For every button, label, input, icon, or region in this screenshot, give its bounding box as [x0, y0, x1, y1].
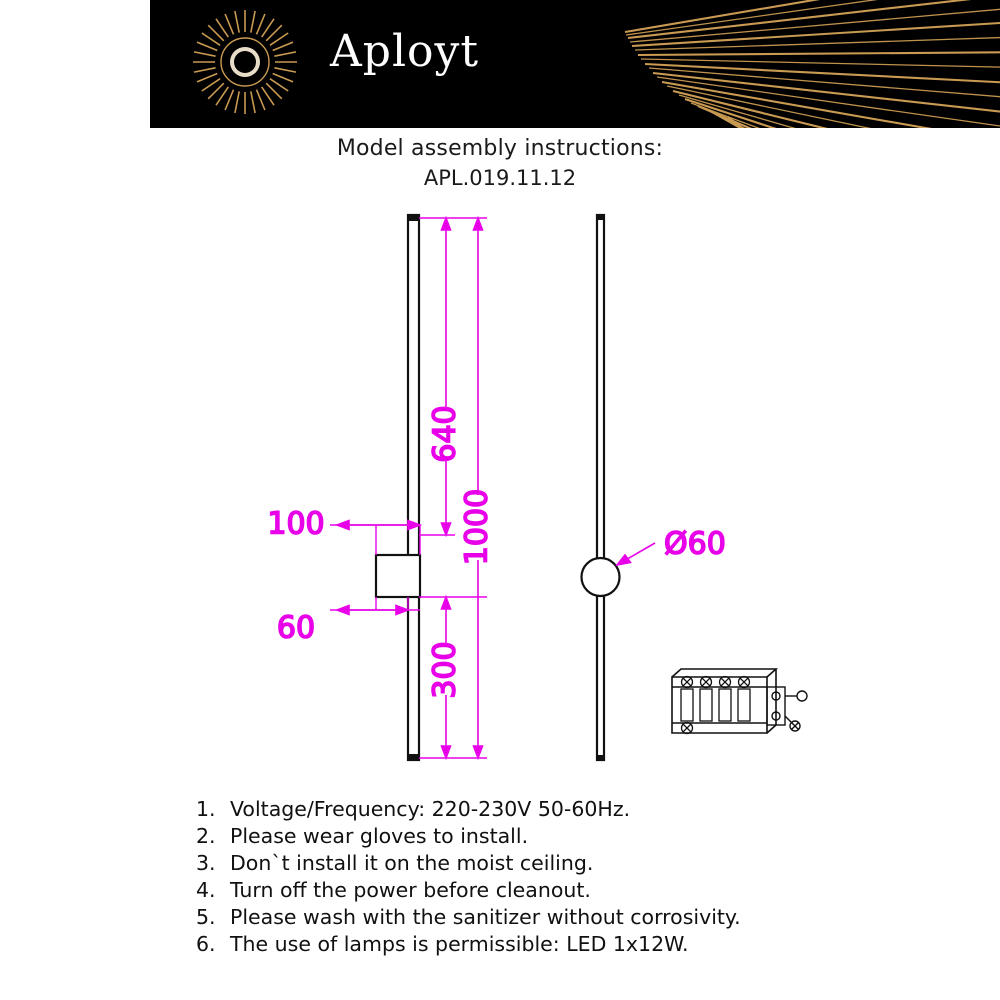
list-item: [196, 877, 956, 904]
note-number: 3.: [196, 851, 216, 875]
header-banner: [150, 0, 1000, 128]
dimension-lines: [267, 218, 725, 758]
list-item: [196, 823, 956, 850]
dim-640-label: 640: [427, 405, 463, 463]
technical-drawing: [0, 195, 1000, 795]
page-title: Model assembly instructions:: [336, 136, 664, 161]
brand-wordmark: Aployt: [330, 26, 480, 77]
model-number: APL.019.11.12: [423, 166, 577, 190]
list-item: [196, 931, 956, 958]
dim-60-label: 60: [276, 610, 316, 646]
note-text: Voltage/Frequency: 220-230V 50-60Hz.: [230, 797, 631, 821]
drawing-svg: [0, 195, 1000, 795]
note-text: Don`t install it on the moist ceiling.: [230, 851, 594, 875]
dim-1000-label: 1000: [459, 488, 495, 566]
terminal-block-detail: [672, 669, 807, 734]
title-block: [0, 136, 1000, 190]
list-item: [196, 904, 956, 931]
instruction-notes: [196, 796, 956, 958]
list-item: [196, 850, 956, 877]
note-text: Please wear gloves to install.: [230, 824, 529, 848]
sunburst-logo: [193, 10, 297, 114]
note-number: 6.: [196, 932, 216, 956]
note-number: 2.: [196, 824, 216, 848]
note-number: 1.: [196, 797, 216, 821]
note-number: 4.: [196, 878, 216, 902]
list-item: [196, 796, 956, 823]
note-text: Turn off the power before cleanout.: [230, 878, 591, 902]
ray-fan-graphic: [625, 0, 1000, 128]
banner-graphics: [150, 0, 1000, 128]
note-number: 5.: [196, 905, 216, 929]
dim-100-label: 100: [267, 506, 325, 542]
dim-300-label: 300: [427, 641, 463, 699]
front-view: [376, 215, 420, 760]
side-view: [582, 215, 620, 760]
dim-diameter-label: Ø60: [664, 526, 726, 562]
note-text: The use of lamps is permissible: LED 1x12W.: [230, 932, 689, 956]
note-text: Please wash with the sanitizer without corrosivity.: [230, 905, 741, 929]
